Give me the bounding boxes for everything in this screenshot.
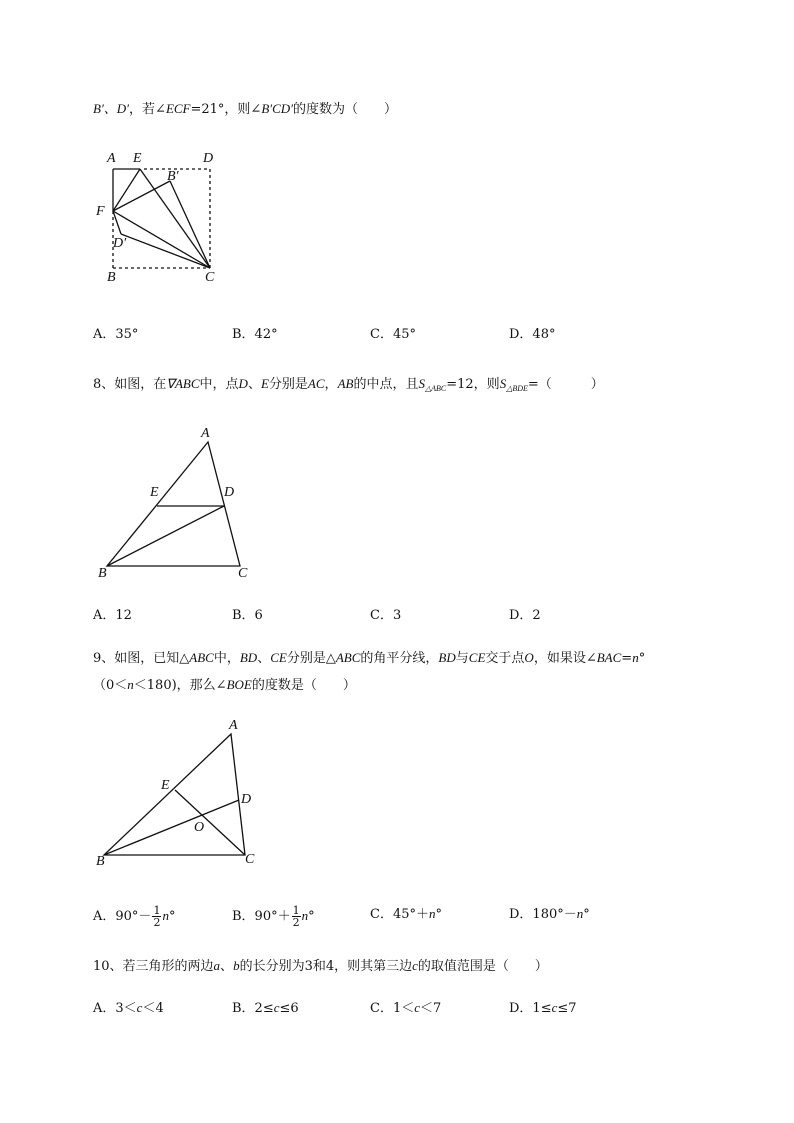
- q8-label-a: A: [201, 426, 210, 441]
- q10-option-b[interactable]: B．2≤c≤6: [232, 1000, 299, 1016]
- q9-label-b: B: [96, 854, 105, 869]
- q7-label-b-prime: B′: [167, 169, 179, 184]
- q7-label-c: C: [205, 270, 215, 285]
- q8-label-c: C: [238, 566, 248, 581]
- q9-label-a: A: [229, 718, 238, 733]
- q7-label-f: F: [96, 204, 105, 219]
- q9-label-e: E: [161, 778, 170, 793]
- q7-option-b[interactable]: B．42°: [232, 327, 278, 342]
- q8-option-a[interactable]: A．12: [93, 608, 132, 623]
- q8-label-d: D: [224, 485, 235, 500]
- q8-label-b: B: [98, 566, 107, 581]
- q9-stem-line2: （0＜n＜180)，那么∠BOE的度数是（ ）: [93, 677, 356, 693]
- q8-option-c[interactable]: C．3: [370, 608, 402, 623]
- q9-option-a-fraction: $\frac{1}{2}$: [153, 904, 161, 929]
- q7-option-d[interactable]: D．48°: [509, 327, 556, 342]
- q9-option-b-fraction: $\frac{1}{2}$: [292, 904, 300, 929]
- q7-label-d: D: [203, 151, 214, 166]
- q7-label-a: A: [107, 151, 116, 166]
- q7-option-c[interactable]: C．45°: [370, 327, 416, 342]
- q9-stem-line1: 9、如图，已知△ABC中，BD、CE分别是△ABC的角平分线，BD与CE交于点O，如果设∠BAC=n°: [93, 650, 646, 666]
- q9-option-d[interactable]: D．180°－n°: [509, 906, 590, 922]
- q7-option-a[interactable]: A．35°: [93, 327, 139, 342]
- q8-label-e: E: [150, 485, 159, 500]
- q10-option-a[interactable]: A．3＜c＜4: [93, 1000, 164, 1016]
- q7-label-b: B: [107, 270, 116, 285]
- q7-stem: B′、D′，若∠ECF=21°，则∠B′CD′的度数为（ ）: [93, 101, 398, 117]
- q7-label-d-prime: D′: [113, 236, 127, 251]
- q8-stem: 8、如图，在∇ABC中，点D、E分别是AC，AB的中点，且$S_{\triangle ABC}=12$，则$S_{\triangle BDE}=$（ ）: [93, 376, 604, 393]
- q10-stem: 10、若三角形的两边a、b的长分别为3和4，则其第三边c的取值范围是（ ）: [93, 958, 548, 974]
- q9-label-d: D: [241, 792, 252, 807]
- q9-option-b[interactable]: B．90°＋ $\frac{1}{2}$ n°: [232, 904, 315, 929]
- q10-option-d[interactable]: D．1≤c≤7: [509, 1000, 577, 1016]
- q8-option-d[interactable]: D．2: [509, 608, 541, 623]
- q10-option-c[interactable]: C．1＜c＜7: [370, 1000, 442, 1016]
- q9-option-c[interactable]: C．45°＋n°: [370, 906, 442, 922]
- q8-option-b[interactable]: B．6: [232, 608, 263, 623]
- q9-label-c: C: [245, 852, 255, 867]
- q9-label-o: O: [194, 820, 205, 835]
- q9-option-a[interactable]: A．90°－ $\frac{1}{2}$ n°: [93, 904, 176, 929]
- q7-label-e: E: [133, 151, 142, 166]
